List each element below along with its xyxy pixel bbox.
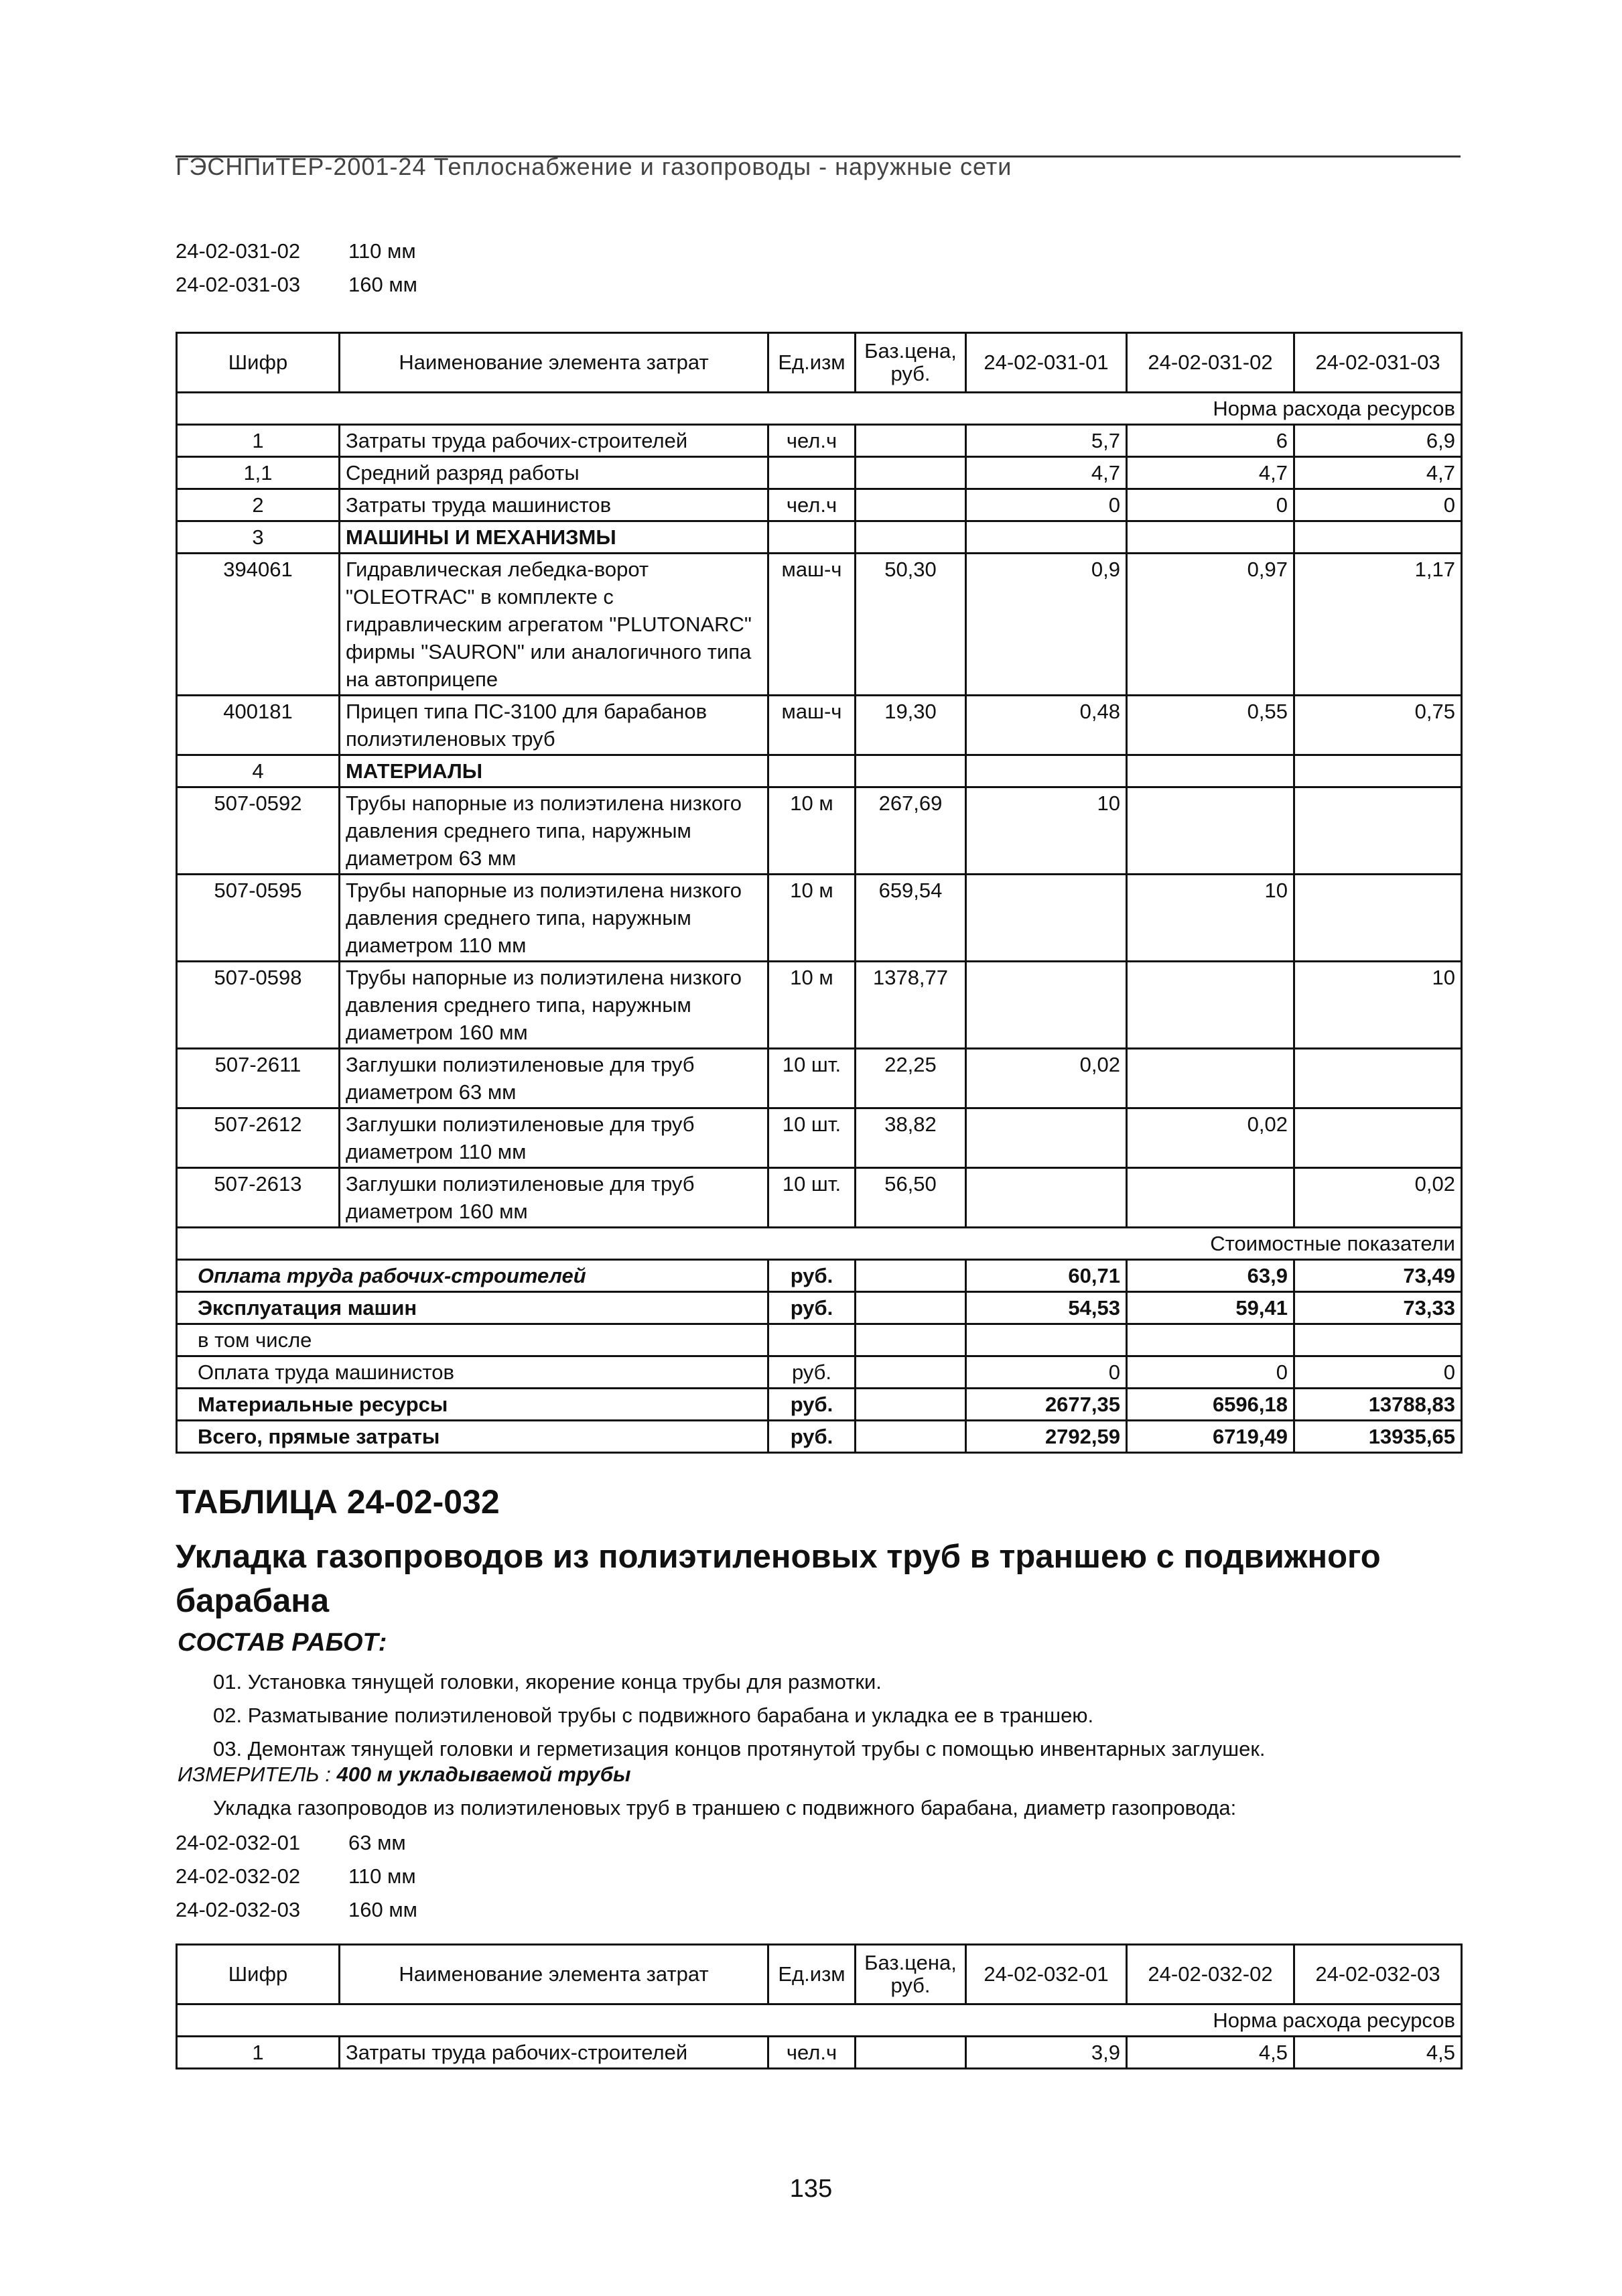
- code-list-bottom: [176, 1826, 417, 1927]
- row-unit: чел.ч: [768, 489, 856, 521]
- row-value-col2: [1127, 1049, 1294, 1108]
- code-list-item: [176, 235, 417, 268]
- row-value-col2: 4,7: [1127, 457, 1294, 489]
- row-value-col3: [1294, 1049, 1462, 1108]
- operation-item: 01. Установка тянущей головки, якорение конца трубы для размотки.: [213, 1670, 882, 1694]
- operation-item: 02. Разматывание полиэтиленовой трубы с подвижного барабана и укладка ее в траншею.: [213, 1704, 1094, 1727]
- code-value: 110 мм: [348, 1864, 416, 1888]
- row-value-col1: 0,48: [966, 696, 1127, 755]
- header-col2: 24-02-032-02: [1127, 1945, 1294, 2004]
- cost-name: Оплата труда машинистов: [177, 1356, 768, 1389]
- row-value-col3: 10: [1294, 962, 1462, 1049]
- row-value-col2: [1127, 521, 1294, 554]
- cost-name: в том числе: [177, 1324, 768, 1356]
- cost-label-row: [177, 1228, 1462, 1260]
- table-row: [177, 1168, 1462, 1228]
- row-value-col3: 4,5: [1294, 2037, 1462, 2069]
- row-value-col2: [1127, 962, 1294, 1049]
- norm-label: Норма расхода ресурсов: [177, 2004, 1462, 2037]
- measure-label: ИЗМЕРИТЕЛЬ :: [178, 1763, 331, 1786]
- cost-unit: руб.: [768, 1292, 856, 1324]
- norm-label-row: [177, 393, 1462, 425]
- page-number: 135: [789, 2175, 833, 2203]
- cost-value-col3: 13935,65: [1294, 1421, 1462, 1453]
- table-row: [177, 554, 1462, 696]
- table-row: [177, 1108, 1462, 1168]
- norm-label: Норма расхода ресурсов: [177, 393, 1462, 425]
- cost-unit: руб.: [768, 1260, 856, 1292]
- row-cipher: 4: [177, 755, 340, 787]
- row-cipher: 507-2611: [177, 1049, 340, 1108]
- row-value-col2: 4,5: [1127, 2037, 1294, 2069]
- cost-value-col2: 59,41: [1127, 1292, 1294, 1324]
- row-name: Заглушки полиэтиленовые для труб диаметром 160 мм: [340, 1168, 768, 1228]
- header-unit: Ед.изм: [768, 1945, 856, 2004]
- composition-heading: СОСТАВ РАБОТ:: [178, 1629, 387, 1657]
- row-price: [856, 755, 966, 787]
- table-header-row: [177, 1945, 1462, 2004]
- table-row: [177, 962, 1462, 1049]
- code-list-item: [176, 1826, 417, 1860]
- cost-row: [177, 1324, 1462, 1356]
- row-unit: чел.ч: [768, 2037, 856, 2069]
- row-cipher: 507-2612: [177, 1108, 340, 1168]
- cost-name: Материальные ресурсы: [177, 1389, 768, 1421]
- row-value-col1: 0,02: [966, 1049, 1127, 1108]
- header-col3: 24-02-031-03: [1294, 333, 1462, 393]
- row-value-col3: [1294, 755, 1462, 787]
- row-cipher: 394061: [177, 554, 340, 696]
- table-subtitle: Укладка газопроводов из полиэтиленовых труб в траншею с подвижного барабана: [176, 1539, 1381, 1619]
- cost-price: [856, 1421, 966, 1453]
- code-value: 63 мм: [348, 1831, 406, 1854]
- row-value-col2: 6: [1127, 425, 1294, 457]
- row-value-col3: [1294, 875, 1462, 962]
- code-value: 160 мм: [348, 1898, 417, 1921]
- row-value-col1: 5,7: [966, 425, 1127, 457]
- row-value-col1: 3,9: [966, 2037, 1127, 2069]
- code-value: 110 мм: [348, 239, 416, 263]
- table-header-row: [177, 333, 1462, 393]
- cost-unit: руб.: [768, 1356, 856, 1389]
- row-name: Средний разряд работы: [340, 457, 768, 489]
- measure-value: 400 м укладываемой трубы: [336, 1763, 631, 1786]
- table-row: [177, 457, 1462, 489]
- row-value-col3: [1294, 787, 1462, 875]
- table-title: ТАБЛИЦА 24-02-032: [176, 1483, 500, 1521]
- cost-row: [177, 1260, 1462, 1292]
- cost-value-col1: 2792,59: [966, 1421, 1127, 1453]
- row-price: 22,25: [856, 1049, 966, 1108]
- row-name: Затраты труда машинистов: [340, 489, 768, 521]
- cost-row: [177, 1356, 1462, 1389]
- table-row: [177, 696, 1462, 755]
- row-value-col3: 0: [1294, 489, 1462, 521]
- header-col1: 24-02-031-01: [966, 333, 1127, 393]
- norm-label-row: [177, 2004, 1462, 2037]
- row-value-col2: 10: [1127, 875, 1294, 962]
- row-unit: маш-ч: [768, 696, 856, 755]
- row-unit: [768, 457, 856, 489]
- row-unit: 10 шт.: [768, 1049, 856, 1108]
- row-value-col2: [1127, 755, 1294, 787]
- row-name: Затраты труда рабочих-строителей: [340, 425, 768, 457]
- description: Укладка газопроводов из полиэтиленовых труб в траншею с подвижного барабана, диаметр газопровода:: [213, 1796, 1237, 1820]
- table-row: [177, 875, 1462, 962]
- row-price: [856, 457, 966, 489]
- row-cipher: 507-2613: [177, 1168, 340, 1228]
- row-value-col1: 0,9: [966, 554, 1127, 696]
- row-name: Заглушки полиэтиленовые для труб диаметром 110 мм: [340, 1108, 768, 1168]
- code-list-item: [176, 1860, 417, 1893]
- table-row: [177, 521, 1462, 554]
- row-value-col1: [966, 875, 1127, 962]
- row-price: [856, 425, 966, 457]
- row-name: МАШИНЫ И МЕХАНИЗМЫ: [340, 521, 768, 554]
- cost-value-col3: 13788,83: [1294, 1389, 1462, 1421]
- code-value: 160 мм: [348, 273, 417, 296]
- row-cipher: 400181: [177, 696, 340, 755]
- header-price: Баз.цена, руб.: [856, 1945, 966, 2004]
- row-name: Заглушки полиэтиленовые для труб диаметром 63 мм: [340, 1049, 768, 1108]
- row-unit: 10 м: [768, 962, 856, 1049]
- row-unit: 10 м: [768, 787, 856, 875]
- cost-price: [856, 1356, 966, 1389]
- cost-row: [177, 1292, 1462, 1324]
- cost-value-col1: 2677,35: [966, 1389, 1127, 1421]
- table-row: [177, 1049, 1462, 1108]
- row-unit: 10 шт.: [768, 1108, 856, 1168]
- row-value-col2: [1127, 1168, 1294, 1228]
- row-value-col3: 6,9: [1294, 425, 1462, 457]
- code-list-item: [176, 268, 417, 302]
- row-name: Трубы напорные из полиэтилена низкого давления среднего типа, наружным диаметром 110 мм: [340, 875, 768, 962]
- code-list-item: [176, 1893, 417, 1927]
- header-cipher: Шифр: [177, 1945, 340, 2004]
- header-price: Баз.цена, руб.: [856, 333, 966, 393]
- cost-value-col3: 73,33: [1294, 1292, 1462, 1324]
- row-name: Гидравлическая лебедка-ворот "OLEOTRAC" в комплекте с гидравлическим агрегатом "PLUTONARC" фирмы "SAURON" или аналогичного типа на автоприцепе: [340, 554, 768, 696]
- row-name: Затраты труда рабочих-строителей: [340, 2037, 768, 2069]
- code-cipher: 24-02-032-03: [176, 1898, 301, 1921]
- row-price: 659,54: [856, 875, 966, 962]
- row-unit: 10 шт.: [768, 1168, 856, 1228]
- cost-value-col3: 0: [1294, 1356, 1462, 1389]
- row-value-col3: [1294, 521, 1462, 554]
- operation-item: 03. Демонтаж тянущей головки и герметизация концов протянутой трубы с помощью инвентарных заглушек.: [213, 1737, 1266, 1761]
- header-cipher: Шифр: [177, 333, 340, 393]
- row-unit: маш-ч: [768, 554, 856, 696]
- code-cipher: 24-02-032-01: [176, 1831, 301, 1854]
- row-cipher: 2: [177, 489, 340, 521]
- row-value-col1: 0: [966, 489, 1127, 521]
- cost-value-col2: 0: [1127, 1356, 1294, 1389]
- cost-price: [856, 1292, 966, 1324]
- cost-unit: руб.: [768, 1389, 856, 1421]
- header-col3: 24-02-032-03: [1294, 1945, 1462, 2004]
- cost-value-col3: [1294, 1324, 1462, 1356]
- row-cipher: 507-0595: [177, 875, 340, 962]
- operations-list: [213, 1665, 1266, 1766]
- code-cipher: 24-02-032-02: [176, 1864, 301, 1888]
- code-cipher: 24-02-031-02: [176, 239, 301, 263]
- row-value-col1: [966, 755, 1127, 787]
- code-cipher: 24-02-031-03: [176, 273, 301, 296]
- row-name: Трубы напорные из полиэтилена низкого давления среднего типа, наружным диаметром 63 мм: [340, 787, 768, 875]
- cost-name: Эксплуатация машин: [177, 1292, 768, 1324]
- running-header: ГЭСНПиТЕР-2001-24 Теплоснабжение и газопроводы - наружные сети: [176, 153, 1012, 180]
- cost-value-col1: 54,53: [966, 1292, 1127, 1324]
- cost-unit: руб.: [768, 1421, 856, 1453]
- row-price: [856, 2037, 966, 2069]
- row-price: 38,82: [856, 1108, 966, 1168]
- cost-value-col2: 6719,49: [1127, 1421, 1294, 1453]
- row-value-col3: 1,17: [1294, 554, 1462, 696]
- table-row: [177, 489, 1462, 521]
- row-value-col3: 4,7: [1294, 457, 1462, 489]
- row-price: 56,50: [856, 1168, 966, 1228]
- row-value-col2: [1127, 787, 1294, 875]
- code-list-top: [176, 235, 417, 302]
- row-cipher: 1: [177, 425, 340, 457]
- row-cipher: 507-0592: [177, 787, 340, 875]
- row-value-col1: [966, 1108, 1127, 1168]
- cost-value-col2: 6596,18: [1127, 1389, 1294, 1421]
- row-cipher: 3: [177, 521, 340, 554]
- row-price: 19,30: [856, 696, 966, 755]
- cost-value-col3: 73,49: [1294, 1260, 1462, 1292]
- row-name: Прицеп типа ПС-3100 для барабанов полиэтиленовых труб: [340, 696, 768, 755]
- row-value-col2: 0: [1127, 489, 1294, 521]
- row-unit: чел.ч: [768, 425, 856, 457]
- table-row: [177, 787, 1462, 875]
- row-name: МАТЕРИАЛЫ: [340, 755, 768, 787]
- row-price: 267,69: [856, 787, 966, 875]
- cost-label: Стоимостные показатели: [177, 1228, 1462, 1260]
- cost-row: [177, 1389, 1462, 1421]
- row-cipher: 1: [177, 2037, 340, 2069]
- cost-price: [856, 1389, 966, 1421]
- cost-price: [856, 1324, 966, 1356]
- cost-name: Оплата труда рабочих-строителей: [177, 1260, 768, 1292]
- row-value-col3: [1294, 1108, 1462, 1168]
- table-row: [177, 755, 1462, 787]
- row-cipher: 507-0598: [177, 962, 340, 1049]
- row-value-col1: [966, 521, 1127, 554]
- row-unit: [768, 521, 856, 554]
- header-name: Наименование элемента затрат: [340, 333, 768, 393]
- cost-value-col1: 0: [966, 1356, 1127, 1389]
- header-col2: 24-02-031-02: [1127, 333, 1294, 393]
- row-unit: 10 м: [768, 875, 856, 962]
- cost-value-col1: 60,71: [966, 1260, 1127, 1292]
- table-row: [177, 425, 1462, 457]
- cost-row: [177, 1421, 1462, 1453]
- cost-price: [856, 1260, 966, 1292]
- row-value-col2: 0,02: [1127, 1108, 1294, 1168]
- cost-value-col1: [966, 1324, 1127, 1356]
- header-unit: Ед.изм: [768, 333, 856, 393]
- row-value-col1: [966, 1168, 1127, 1228]
- table-row: [177, 2037, 1462, 2069]
- row-unit: [768, 755, 856, 787]
- measure-line: [178, 1763, 630, 1787]
- resource-table-032: [176, 1943, 1463, 2069]
- cost-value-col2: 63,9: [1127, 1260, 1294, 1292]
- row-value-col2: 0,97: [1127, 554, 1294, 696]
- row-price: [856, 521, 966, 554]
- row-value-col1: 10: [966, 787, 1127, 875]
- row-cipher: 1,1: [177, 457, 340, 489]
- row-value-col1: 4,7: [966, 457, 1127, 489]
- cost-name: Всего, прямые затраты: [177, 1421, 768, 1453]
- cost-value-col2: [1127, 1324, 1294, 1356]
- header-rule: [176, 155, 1461, 157]
- row-price: 1378,77: [856, 962, 966, 1049]
- row-value-col1: [966, 962, 1127, 1049]
- row-price: 50,30: [856, 554, 966, 696]
- header-name: Наименование элемента затрат: [340, 1945, 768, 2004]
- row-value-col2: 0,55: [1127, 696, 1294, 755]
- header-col1: 24-02-032-01: [966, 1945, 1127, 2004]
- cost-unit: [768, 1324, 856, 1356]
- resource-table-031: [176, 332, 1463, 1454]
- row-name: Трубы напорные из полиэтилена низкого давления среднего типа, наружным диаметром 160 мм: [340, 962, 768, 1049]
- row-value-col3: 0,75: [1294, 696, 1462, 755]
- row-price: [856, 489, 966, 521]
- row-value-col3: 0,02: [1294, 1168, 1462, 1228]
